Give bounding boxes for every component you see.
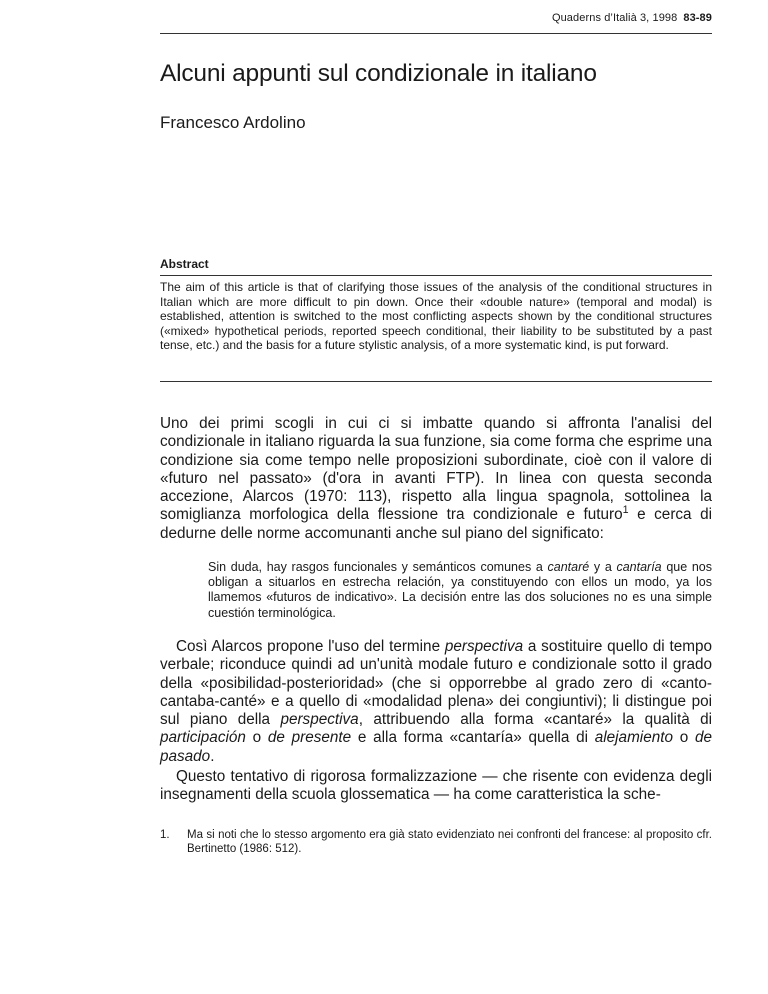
article-title: Alcuni appunti sul condizionale in italiano xyxy=(160,60,597,87)
footnote-ref: 1 xyxy=(622,504,629,517)
abstract-text: The aim of this article is that of clarifying those issues of the analysis of the conditional structures in Italian which are more difficult to pin down. Once their «double nature» (temporal and modal) is established, attention is switched to the most conflicting aspects shown by the conditional structures («mixed» hypothetical periods, reported speech conditional, their liability to be substituted by a past tense, etc.) and the basis for a future stylistic analysis, of a more systematic kind, is put forward. xyxy=(160,280,712,353)
paragraph-1-text: Uno dei primi scogli in cui ci si imbatte quando si affronta l'analisi del condizionale in italiano riguarda la sua funzione, sia come forma che esprime una condizione sia come tempo nelle proposizioni subordinate, cioè con il valore di «futuro nel passato» (d'ora in avanti FTP). In linea con questa seconda accezione, Alarcos (1970: 113), rispetto alla lingua spagnola, sottolinea la somiglianza morfologica della flessione tra condizionale e futuro xyxy=(160,415,712,524)
page-range: 83-89 xyxy=(683,12,712,24)
quote-italic-cantaria: cantaría xyxy=(616,560,662,574)
paragraph-2-text-d: o xyxy=(245,729,268,747)
abstract-rule-top xyxy=(160,275,712,276)
paragraph-2-text-c: , attribuendo alla forma «cantaré» la qualità di xyxy=(358,711,712,729)
term-participacion: participación xyxy=(160,729,246,747)
footnote xyxy=(160,828,712,856)
paragraph-1 xyxy=(160,415,712,543)
paragraph-3: Questo tentativo di rigorosa formalizzazione — che risente con evidenza degli insegnamenti della scuola glossematica — ha come caratteristica la sche- xyxy=(160,768,712,804)
term-perspectiva: perspectiva xyxy=(444,638,524,655)
term-alejamiento: alejamiento xyxy=(594,729,673,747)
quote-text-2: y a xyxy=(589,560,617,574)
footnote-number: 1. xyxy=(160,829,170,841)
paragraph-2-text-a: Così Alarcos propone l'uso del termine xyxy=(176,638,445,655)
paragraph-2-text-e: e alla forma «cantaría» quella di xyxy=(351,729,595,747)
block-quote xyxy=(208,560,712,621)
header-rule xyxy=(160,33,712,34)
paragraph-2 xyxy=(160,638,712,766)
quote-text-1: Sin duda, hay rasgos funcionales y semánticos comunes a xyxy=(208,560,548,574)
running-head xyxy=(552,12,712,24)
term-de-pasado: de pasado xyxy=(160,729,712,765)
quote-italic-cantare: cantaré xyxy=(547,560,590,574)
quote-text-3: que nos obligan a situarlos en estrecha relación, ya constituyendo con ellos un modo, ya los llamemos «futuros de indicativo». La decisión entre las dos soluciones no es una simple cuestión terminológica. xyxy=(208,560,713,620)
article-author: Francesco Ardolino xyxy=(160,113,306,132)
term-de-presente: de presente xyxy=(267,729,352,747)
journal-citation: Quaderns d’Italià 3, 1998 xyxy=(551,12,678,24)
footnote-text: Ma si noti che lo stesso argomento era già stato evidenziato nei confronti del francese: al proposito cfr. Bertinetto (1986: 512). xyxy=(187,829,712,855)
paragraph-2-text-f: o xyxy=(672,729,695,747)
abstract-heading: Abstract xyxy=(160,257,209,271)
paragraph-2-text-b: a sostituire quello di tempo verbale; riconduce quindi ad un'unità modale futuro e condizionale sotto il grado della «posibilidad-posterioridad» (che si opporrebbe al grado zero di «canto-cantaba-canté» e a quello di «modalidad plena» dei congiuntivi); li distingue poi sul piano della xyxy=(160,638,712,729)
paragraph-2-text-g: . xyxy=(210,747,215,765)
abstract-rule-bottom xyxy=(160,381,712,382)
paragraph-1-text-end: e cerca di dedurne delle norme accomunanti anche sul piano del significato: xyxy=(160,506,712,542)
term-perspectiva-2: perspectiva xyxy=(280,711,359,729)
